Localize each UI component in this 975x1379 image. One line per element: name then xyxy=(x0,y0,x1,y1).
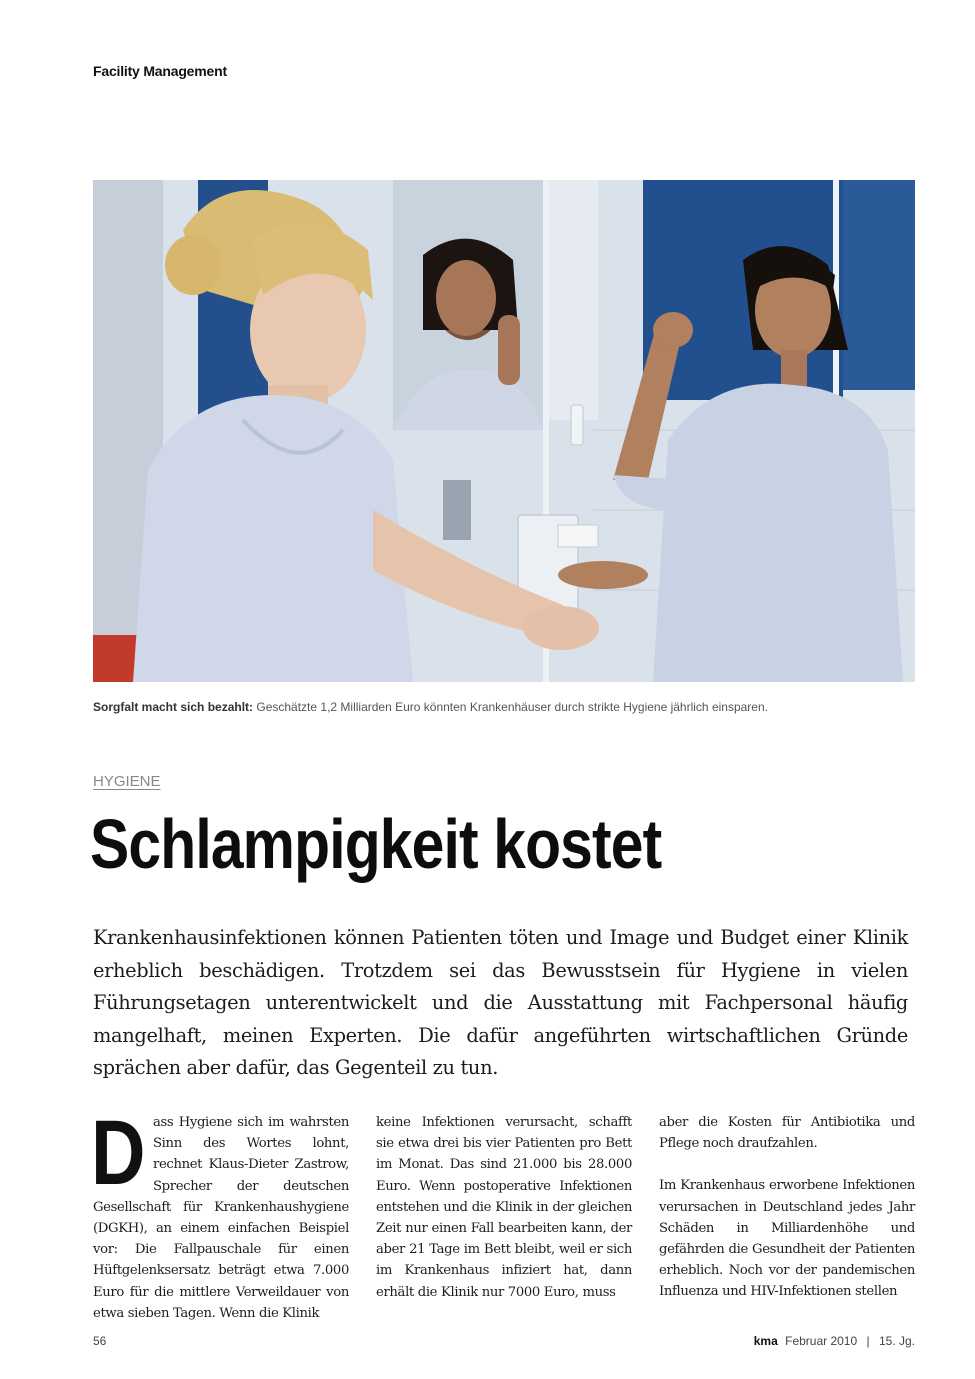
section-label: Facility Management xyxy=(93,63,227,79)
column-1-text: ass Hygiene sich im wahrsten Sinn des Wortes lohnt, rechnet Klaus-Dieter Zastrow, Sprecher der deutschen Gesellschaft für Krankenhaushygiene (DGKH), an einem einfachen Beispiel vor: Die Fallpauschale für einen Hüftgelenksersatz beträgt etwa 7.000 Euro für die mittlere Verweildauer von etwa sieben Tagen. Wenn die Klinik xyxy=(93,1115,349,1321)
footer-issue-info xyxy=(754,1334,915,1348)
article-column-1 xyxy=(91,1102,349,1321)
drop-cap: D xyxy=(91,1102,146,1204)
column-2-text: keine Infektionen verursacht, schafft sie etwa drei bis vier Patienten pro Bett im Monat. Das sind 21.000 bis 28.000 Euro. Wenn postoperative Infektionen entstehen und die Klinik in der gleichen Zeit nur einen Fall bearbeiten kann, der aber 21 Tage im Bett bleibt, weil er sich im Krankenhaus infiziert hat, dann erhält die Klinik nur 7000 Euro, muss xyxy=(376,1115,632,1300)
article-lead: Krankenhausinfektionen können Patienten töten und Image und Budget einer Klinik erheblich beschädigen. Trotzdem sei das Bewusstsein für Hygiene in vielen Führungsetagen unterentwickelt und die Ausstattung mit Fachpersonal häufig mangelhaft, meinen Experten. Die dafür angeführten wirtschaftlichen Gründe sprächen aber dafür, das Gegenteil zu tun. xyxy=(93,926,908,1079)
column-3-paragraph-1: aber die Kosten für Antibiotika und Pflege noch draufzahlen. xyxy=(659,1115,915,1152)
issue-date: Februar 2010 xyxy=(785,1334,858,1348)
photo-caption xyxy=(93,700,915,714)
caption-bold: Sorgfalt macht sich bezahlt: xyxy=(93,700,254,714)
footer-separator: | xyxy=(866,1334,870,1348)
caption-text: Geschätzte 1,2 Milliarden Euro könnten Krankenhäuser durch strikte Hygiene jährlich einsparen. xyxy=(253,700,768,714)
page-number: 56 xyxy=(93,1334,107,1348)
article-column-2 xyxy=(376,1112,632,1310)
article-photo xyxy=(93,180,915,682)
volume: 15. Jg. xyxy=(878,1334,915,1348)
article-headline: Schlampigkeit kostet xyxy=(90,805,662,883)
column-3-paragraph-2: Im Krankenhaus erworbene Infektionen verursachen in Deutschland jedes Jahr Schäden in Milliardenhöhe und gefährden die Gesundheit der Patienten erheblich. Noch vor der pandemischen Influenza und HIV-Infektionen stellen xyxy=(659,1178,915,1300)
article-column-3 xyxy=(659,1112,915,1310)
brand-name: kma xyxy=(753,1334,778,1348)
article-kicker: HYGIENE xyxy=(93,773,161,790)
